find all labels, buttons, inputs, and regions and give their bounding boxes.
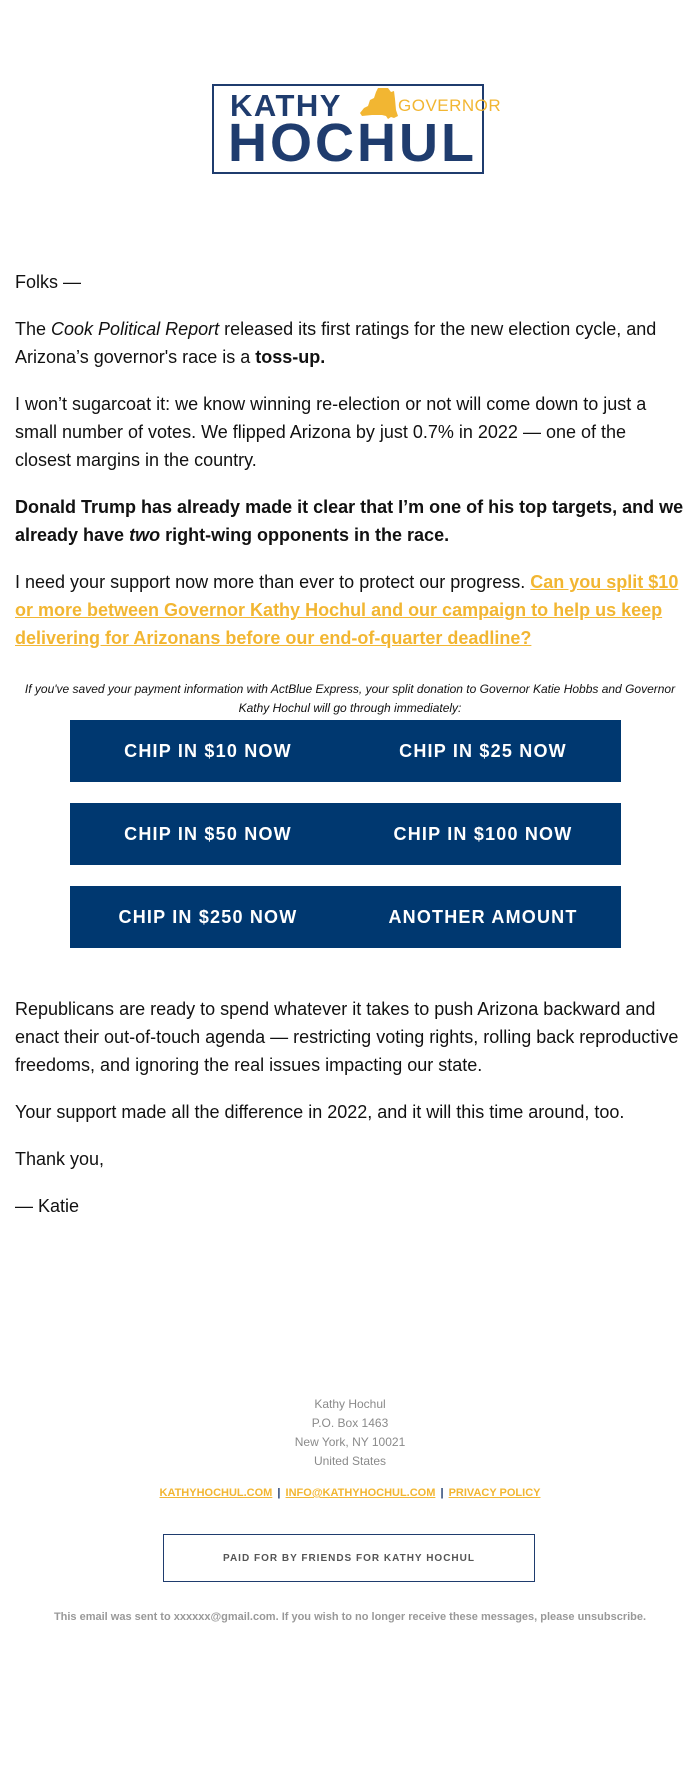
trump-text-a: Donald Trump has already made it clear that I’m one of his top targets, and we already have xyxy=(15,497,684,545)
paid-for-disclaimer: PAID FOR BY FRIENDS FOR KATHY HOCHUL xyxy=(163,1534,535,1582)
paragraph-ask xyxy=(15,568,685,652)
website-link[interactable]: KATHYHOCHUL.COM xyxy=(159,1487,273,1499)
campaign-logo xyxy=(212,84,502,174)
footer-country: United States xyxy=(313,1454,387,1468)
ratings-text-a: The xyxy=(15,319,52,339)
logo-last-name: HOCHUL xyxy=(228,113,477,173)
privacy-policy-link[interactable]: PRIVACY POLICY xyxy=(448,1487,541,1499)
donate-link[interactable]: Can you split $10 or more between Governor Kathy Hochul and our campaign to help us keep delivering for Arizonans before our end-of-quarter deadline? xyxy=(15,572,679,648)
link-separator: | xyxy=(440,1487,444,1499)
chip-in-10-button[interactable]: CHIP IN $10 NOW xyxy=(70,720,346,782)
logo-first-name: KATHY xyxy=(230,88,342,123)
chip-in-100-button[interactable]: CHIP IN $100 NOW xyxy=(345,803,621,865)
footer-address xyxy=(0,1395,700,1471)
ratings-text-b: released its first ratings for the new election cycle, and Arizona’s governor's race is a xyxy=(15,319,657,367)
trump-text xyxy=(15,497,683,545)
trump-text-b: right-wing opponents in the race. xyxy=(160,525,450,545)
paragraph-margins: I won’t sugarcoat it: we know winning re-election or not will come down to just a small number of votes. We flipped Arizona by just 0.7% in 2022 — one of the closest margins in the country. xyxy=(15,394,647,470)
email-body xyxy=(15,268,685,671)
link-separator: | xyxy=(277,1487,281,1499)
paragraph-trump xyxy=(15,493,685,549)
email-link[interactable]: INFO@KATHYHOCHUL.COM xyxy=(285,1487,436,1499)
another-amount-button[interactable]: ANOTHER AMOUNT xyxy=(345,886,621,948)
ask-text: I need your support now more than ever to protect our progress. xyxy=(15,572,531,592)
footer-links xyxy=(0,1487,700,1499)
chip-in-250-button[interactable]: CHIP IN $250 NOW xyxy=(70,886,346,948)
paragraph-support: Your support made all the difference in 2022, and it will this time around, too. xyxy=(15,1102,625,1122)
email-closing xyxy=(15,995,685,1239)
paragraph-republicans: Republicans are ready to spend whatever it takes to push Arizona backward and enact their out-of-touch agenda — restricting voting rights, rolling back reproductive freedoms, and ignoring the real issues impacting our state. xyxy=(15,999,679,1075)
greeting: Folks — xyxy=(15,272,82,292)
paragraph-ratings xyxy=(15,315,685,371)
chip-in-50-button[interactable]: CHIP IN $50 NOW xyxy=(70,803,346,865)
footer-name: Kathy Hochul xyxy=(314,1397,386,1411)
unsubscribe-disclaimer[interactable]: This email was sent to xxxxxx@gmail.com. If you wish to no longer receive these messages, please unsubscribe. xyxy=(53,1611,647,1623)
publication-name: Cook Political Report xyxy=(51,319,220,339)
footer-city: New York, NY 10021 xyxy=(294,1435,406,1449)
toss-up-text: toss-up. xyxy=(255,347,326,367)
two-emphasis: two xyxy=(129,525,161,545)
signature: — Katie xyxy=(15,1196,80,1216)
actblue-note: If you've saved your payment information with ActBlue Express, your split donation to Governor Katie Hobbs and Governor Kathy Hochul will go through immediately: xyxy=(24,682,676,715)
sign-off: Thank you, xyxy=(15,1149,105,1169)
chip-in-25-button[interactable]: CHIP IN $25 NOW xyxy=(345,720,621,782)
footer-po-box: P.O. Box 1463 xyxy=(311,1416,389,1430)
logo-governor-title: GOVERNOR xyxy=(398,96,502,115)
